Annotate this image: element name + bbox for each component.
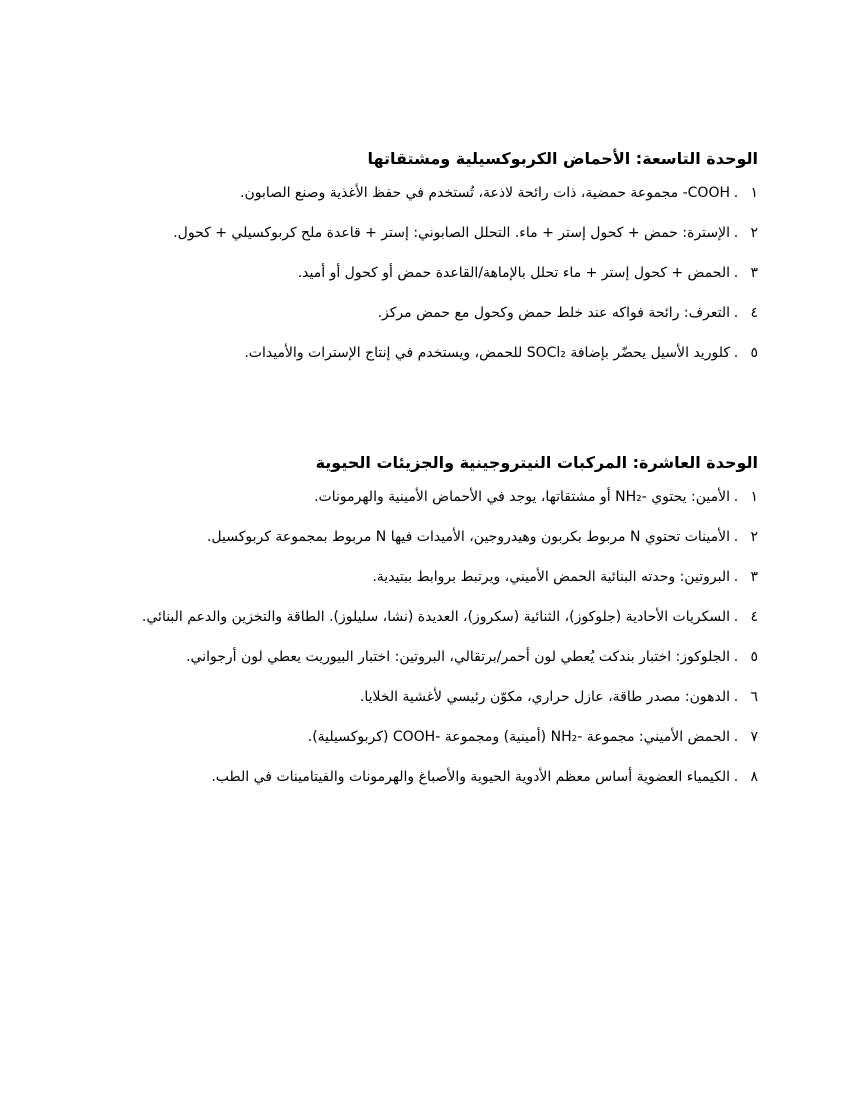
item-text: الأمينات تحتوي N مربوط بكربون وهيدروجين، الأميدات فيها N مربوط بمجموعة كربوكسيل. [206,529,730,545]
item-text: البروتين: وحدته البنائية الحمض الأميني، ويرتبط بروابط ببتيدية. [372,569,730,585]
item-number: ٢ [750,225,758,241]
list-item: ٥ . كلوريد الأسيل يحضّر بإضافة SOCl₂ للحمض، ويستخدم في إنتاج الإسترات والأميدات. [78,342,758,364]
item-number: ٤ [750,305,758,321]
item-number: ٥ [750,649,758,665]
unit-nine-list [78,182,758,364]
unit-nine-heading: الوحدة التاسعة: الأحماض الكربوكسيلية ومشتقاتها [367,149,758,168]
item-number: ٨ [750,769,758,785]
list-item: ٢ . الإسترة: حمض + كحول إستر + ماء. التحلل الصابوني: إستر + قاعدة ملح كربوكسيلي + كحول. [78,222,758,244]
item-number: ٥ [750,345,758,361]
item-text: الحمض + كحول إستر + ماء تحلل بالإماهة/القاعدة حمض أو كحول أو أميد. [297,265,730,281]
unit-ten-heading: الوحدة العاشرة: المركبات النيتروجينية والجزيئات الحيوية [315,453,758,472]
item-text: الدهون: مصدر طاقة، عازل حراري، مكوّن رئيسي لأغشية الخلايا. [359,689,730,705]
unit-ten-section [78,452,758,806]
list-item: ٥ . الجلوكوز: اختبار بندكت يُعطي لون أحمر/برتقالي، البروتين: اختبار البيوريت يعطي لون أرجواني. [78,646,758,668]
list-item: ٢ . الأمينات تحتوي N مربوط بكربون وهيدروجين، الأميدات فيها N مربوط بمجموعة كربوكسيل. [78,526,758,548]
list-item: ٧ . الحمض الأميني: مجموعة -NH₂ (أمينية) ومجموعة -COOH (كربوكسيلية). [78,726,758,748]
list-item: ٤ . التعرف: رائحة فواكه عند خلط حمض وكحول مع حمض مركز. [78,302,758,324]
item-text: الحمض الأميني: مجموعة -NH₂ (أمينية) ومجموعة -COOH (كربوكسيلية). [307,729,730,745]
item-text: التعرف: رائحة فواكه عند خلط حمض وكحول مع حمض مركز. [377,305,730,321]
item-text: كلوريد الأسيل يحضّر بإضافة SOCl₂ للحمض، ويستخدم في إنتاج الإسترات والأميدات. [244,345,730,361]
list-item: ٣ . الحمض + كحول إستر + ماء تحلل بالإماهة/القاعدة حمض أو كحول أو أميد. [78,262,758,284]
unit-ten-list [78,486,758,788]
list-item: ١ . COOH- مجموعة حمضية، ذات رائحة لاذعة، تُستخدم في حفظ الأغذية وصنع الصابون. [78,182,758,204]
list-item: ٨ . الكيمياء العضوية أساس معظم الأدوية الحيوية والأصباغ والهرمونات والفيتامينات في الطب. [78,766,758,788]
item-number: ٦ [750,689,758,705]
unit-nine-section [78,148,758,382]
item-number: ٣ [750,569,758,585]
item-number: ٧ [750,729,758,745]
item-text: COOH- مجموعة حمضية، ذات رائحة لاذعة، تُستخدم في حفظ الأغذية وصنع الصابون. [240,185,730,201]
item-number: ٤ [750,609,758,625]
item-text: السكريات الأحادية (جلوكوز)، الثنائية (سكروز)، العديدة (نشا، سليلوز). الطاقة والتخزين والدعم البنائي. [141,609,730,625]
item-text: الأمين: يحتوي -NH₂ أو مشتقاتها، يوجد في الأحماض الأمينية والهرمونات. [314,489,730,505]
list-item: ١ . الأمين: يحتوي -NH₂ أو مشتقاتها، يوجد في الأحماض الأمينية والهرمونات. [78,486,758,508]
item-number: ١ [750,185,758,201]
list-item: ٣ . البروتين: وحدته البنائية الحمض الأميني، ويرتبط بروابط ببتيدية. [78,566,758,588]
item-text: الجلوكوز: اختبار بندكت يُعطي لون أحمر/برتقالي، البروتين: اختبار البيوريت يعطي لون أرجواني. [186,649,730,665]
item-text: الإسترة: حمض + كحول إستر + ماء. التحلل الصابوني: إستر + قاعدة ملح كربوكسيلي + كحول. [173,225,730,241]
list-item: ٤ . السكريات الأحادية (جلوكوز)، الثنائية (سكروز)، العديدة (نشا، سليلوز). الطاقة والتخزين والدعم البنائي. [78,606,758,628]
item-text: الكيمياء العضوية أساس معظم الأدوية الحيوية والأصباغ والهرمونات والفيتامينات في الطب. [211,769,730,785]
item-number: ٢ [750,529,758,545]
item-number: ١ [750,489,758,505]
item-number: ٣ [750,265,758,281]
list-item: ٦ . الدهون: مصدر طاقة، عازل حراري، مكوّن رئيسي لأغشية الخلايا. [78,686,758,708]
